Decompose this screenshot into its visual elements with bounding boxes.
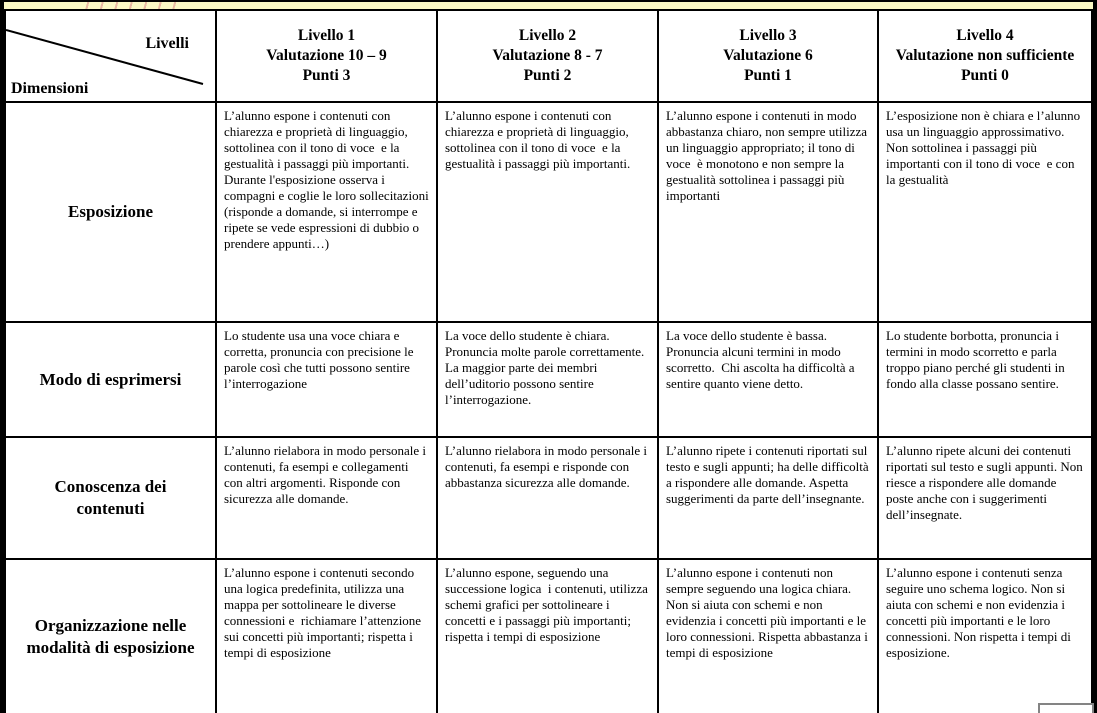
- rubric-cell-modo-livello-4: Lo studente borbotta, pronuncia i termini in modo scorretto e parla troppo piano perché gli studenti in fondo alla classe possano sentire.: [879, 323, 1091, 436]
- rubric-cell-organizzazione-livello-2: L’alunno espone, seguendo una successione logica i contenuti, utilizza schemi grafici per sottolineare i concetti e i passaggi più importanti; rispetta i tempi di esposizione: [438, 560, 657, 713]
- dimension-label: Esposizione: [67, 202, 154, 221]
- column-header-livello-1: [217, 11, 436, 101]
- header-line: Livello 3: [739, 27, 797, 44]
- header-line: Punti 3: [302, 67, 351, 84]
- rubric-cell-esposizione-livello-4: L’esposizione non è chiara e l’alunno usa un linguaggio approssimativo. Non sottolinea i passaggi più importanti con il tono di voce e con la gestualità: [879, 103, 1091, 321]
- header-line: Punti 0: [961, 67, 1009, 84]
- header-line: Punti 2: [523, 67, 572, 84]
- rubric-cell-conoscenza-livello-4: L’alunno ripete alcuni dei contenuti riportati sul testo e sugli appunti. Non riesce a rispondere alle domande poste anche con i suggerimenti dell’insegnate.: [879, 438, 1091, 558]
- header-line: Valutazione non sufficiente: [895, 47, 1075, 64]
- column-header-livello-4: [879, 11, 1091, 101]
- rubric-cell-esposizione-livello-2: L’alunno espone i contenuti con chiarezza e proprietà di linguaggio, sottolinea con il tono di voce e la gestualità i passaggi più importanti.: [438, 103, 657, 321]
- dimension-conoscenza-dei-contenuti: [6, 438, 215, 558]
- dimension-label: Conoscenza dei contenuti: [54, 477, 167, 518]
- rubric-cell-organizzazione-livello-3: L’alunno espone i contenuti non sempre seguendo una logica chiara. Non si aiuta con schemi e non evidenzia i concetti più importanti e le loro connessioni. Rispetta abbastanza i tempi di esposizione: [659, 560, 877, 713]
- header-line: Livello 4: [956, 27, 1014, 44]
- rubric-cell-modo-livello-1: Lo studente usa una voce chiara e corretta, pronuncia con precisione le parole così che tutti possono sentire l’interrogazione: [217, 323, 436, 436]
- rubric-cell-esposizione-livello-1: L’alunno espone i contenuti con chiarezza e proprietà di linguaggio, sottolinea con il tono di voce e la gestualità i passaggi più importanti. Durante l'esposizione osserva i compagni e coglie le loro sollecitazioni (risponde a domande, si interrompe e ripete se vede espressioni di dubbio o prendere appunti…): [217, 103, 436, 321]
- corner-cell-livelli-dimensioni: [6, 11, 215, 101]
- dimension-modo-di-esprimersi: [6, 323, 215, 436]
- rubric-cell-conoscenza-livello-1: L’alunno rielabora in modo personale i contenuti, fa esempi e collegamenti con altri argomenti. Risponde con sicurezza alle domande.: [217, 438, 436, 558]
- rubric-cell-conoscenza-livello-2: L’alunno rielabora in modo personale i contenuti, fa esempi e risponde con abbastanza sicurezza alle domande.: [438, 438, 657, 558]
- rubric-table: [4, 9, 1093, 713]
- header-line: Punti 1: [744, 67, 792, 84]
- rubric-cell-organizzazione-livello-4: L’alunno espone i contenuti senza seguire uno schema logico. Non si aiuta con schemi e non evidenzia i concetti più importanti e le loro connessioni. Non rispetta i tempi di esposizione.: [879, 560, 1091, 713]
- rubric-cell-esposizione-livello-3: L’alunno espone i contenuti in modo abbastanza chiaro, non sempre utilizza un linguaggio appropriato; il tono di voce è monotono e non sempre la gestualità sottolinea i passaggi più importanti: [659, 103, 877, 321]
- header-line: Valutazione 6: [723, 47, 813, 64]
- header-line: Livello 1: [297, 27, 356, 44]
- document-top-strip: [4, 2, 1093, 9]
- cutoff-box-fragment: [1038, 703, 1094, 713]
- corner-label-dimensioni: Dimensioni: [11, 80, 89, 97]
- dimension-label: Modo di esprimersi: [39, 369, 182, 389]
- rubric-cell-modo-livello-3: La voce dello studente è bassa. Pronuncia alcuni termini in modo scorretto. Chi ascolta ha difficoltà a sentire quanto viene detto.: [659, 323, 877, 436]
- dimension-organizzazione: [6, 560, 215, 713]
- column-header-livello-2: [438, 11, 657, 101]
- dimension-esposizione: [6, 103, 215, 321]
- rubric-cell-organizzazione-livello-1: L’alunno espone i contenuti secondo una logica predefinita, utilizza una mappa per sottolineare le diverse connessioni e richiamare l’attenzione sui concetti più importanti; rispetta i tempi di esposizione: [217, 560, 436, 713]
- rubric-cell-conoscenza-livello-3: L’alunno ripete i contenuti riportati sul testo e sugli appunti; ha delle difficoltà a rispondere alle domande. Aspetta suggerimenti da parte dell’insegnante.: [659, 438, 877, 558]
- header-line: Valutazione 8 - 7: [492, 47, 603, 64]
- column-header-livello-3: [659, 11, 877, 101]
- rubric-cell-modo-livello-2: La voce dello studente è chiara. Pronuncia molte parole correttamente. La maggior parte dei membri dell’uditorio possono sentire l’interrogazione.: [438, 323, 657, 436]
- corner-label-livelli: Livelli: [145, 35, 189, 52]
- faint-annotation-marks: [80, 2, 180, 9]
- dimension-label: Organizzazione nelle modalità di esposizione: [26, 615, 195, 657]
- header-line: Valutazione 10 – 9: [266, 47, 387, 64]
- header-line: Livello 2: [518, 27, 577, 44]
